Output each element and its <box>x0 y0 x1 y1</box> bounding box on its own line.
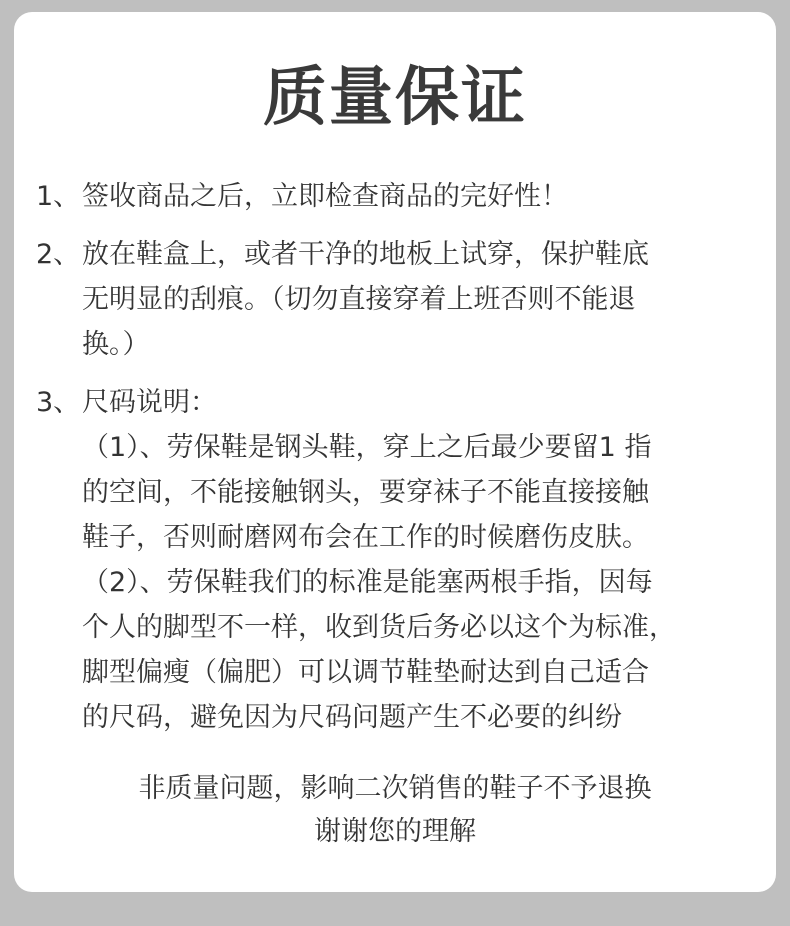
item-line: （1）、劳保鞋是钢头鞋，穿上之后最少要留1 指 <box>82 432 652 463</box>
guarantee-list <box>36 174 756 740</box>
list-item <box>36 232 756 367</box>
item-number: 1、 <box>36 181 81 212</box>
item-line: （2）、劳保鞋我们的标准是能塞两根手指，因每 <box>82 567 653 598</box>
item-number: 2、 <box>36 239 81 270</box>
item-line: 无明显的刮痕。（切勿直接穿着上班否则不能退 <box>82 284 636 315</box>
item-line: 的尺码，避免因为尺码问题产生不必要的纠纷 <box>82 702 622 733</box>
item-number: 3、 <box>36 387 81 418</box>
list-item <box>36 380 756 740</box>
footer-line: 非质量问题，影响二次销售的鞋子不予退换 <box>138 773 652 804</box>
footer-thanks: 谢谢您的理解 <box>314 816 476 847</box>
page-title: 质量保证 <box>263 61 527 135</box>
item-line: 脚型偏瘦（偏肥）可以调节鞋垫耐达到自己适合 <box>82 657 649 688</box>
item-line: 个人的脚型不一样，收到货后务必以这个为标准， <box>82 612 676 643</box>
item-line: 签收商品之后，立即检查商品的完好性！ <box>82 181 568 212</box>
quality-guarantee-card <box>14 12 776 892</box>
item-line: 的空间，不能接触钢头，要穿袜子不能直接接触 <box>82 477 649 508</box>
item-line: 鞋子，否则耐磨网布会在工作的时候磨伤皮肤。 <box>82 522 649 553</box>
item-heading: 尺码说明： <box>82 387 217 418</box>
item-line: 换。） <box>82 329 150 360</box>
list-item <box>36 174 756 219</box>
footer-note <box>14 767 776 853</box>
item-line: 放在鞋盒上，或者干净的地板上试穿，保护鞋底 <box>82 239 649 270</box>
